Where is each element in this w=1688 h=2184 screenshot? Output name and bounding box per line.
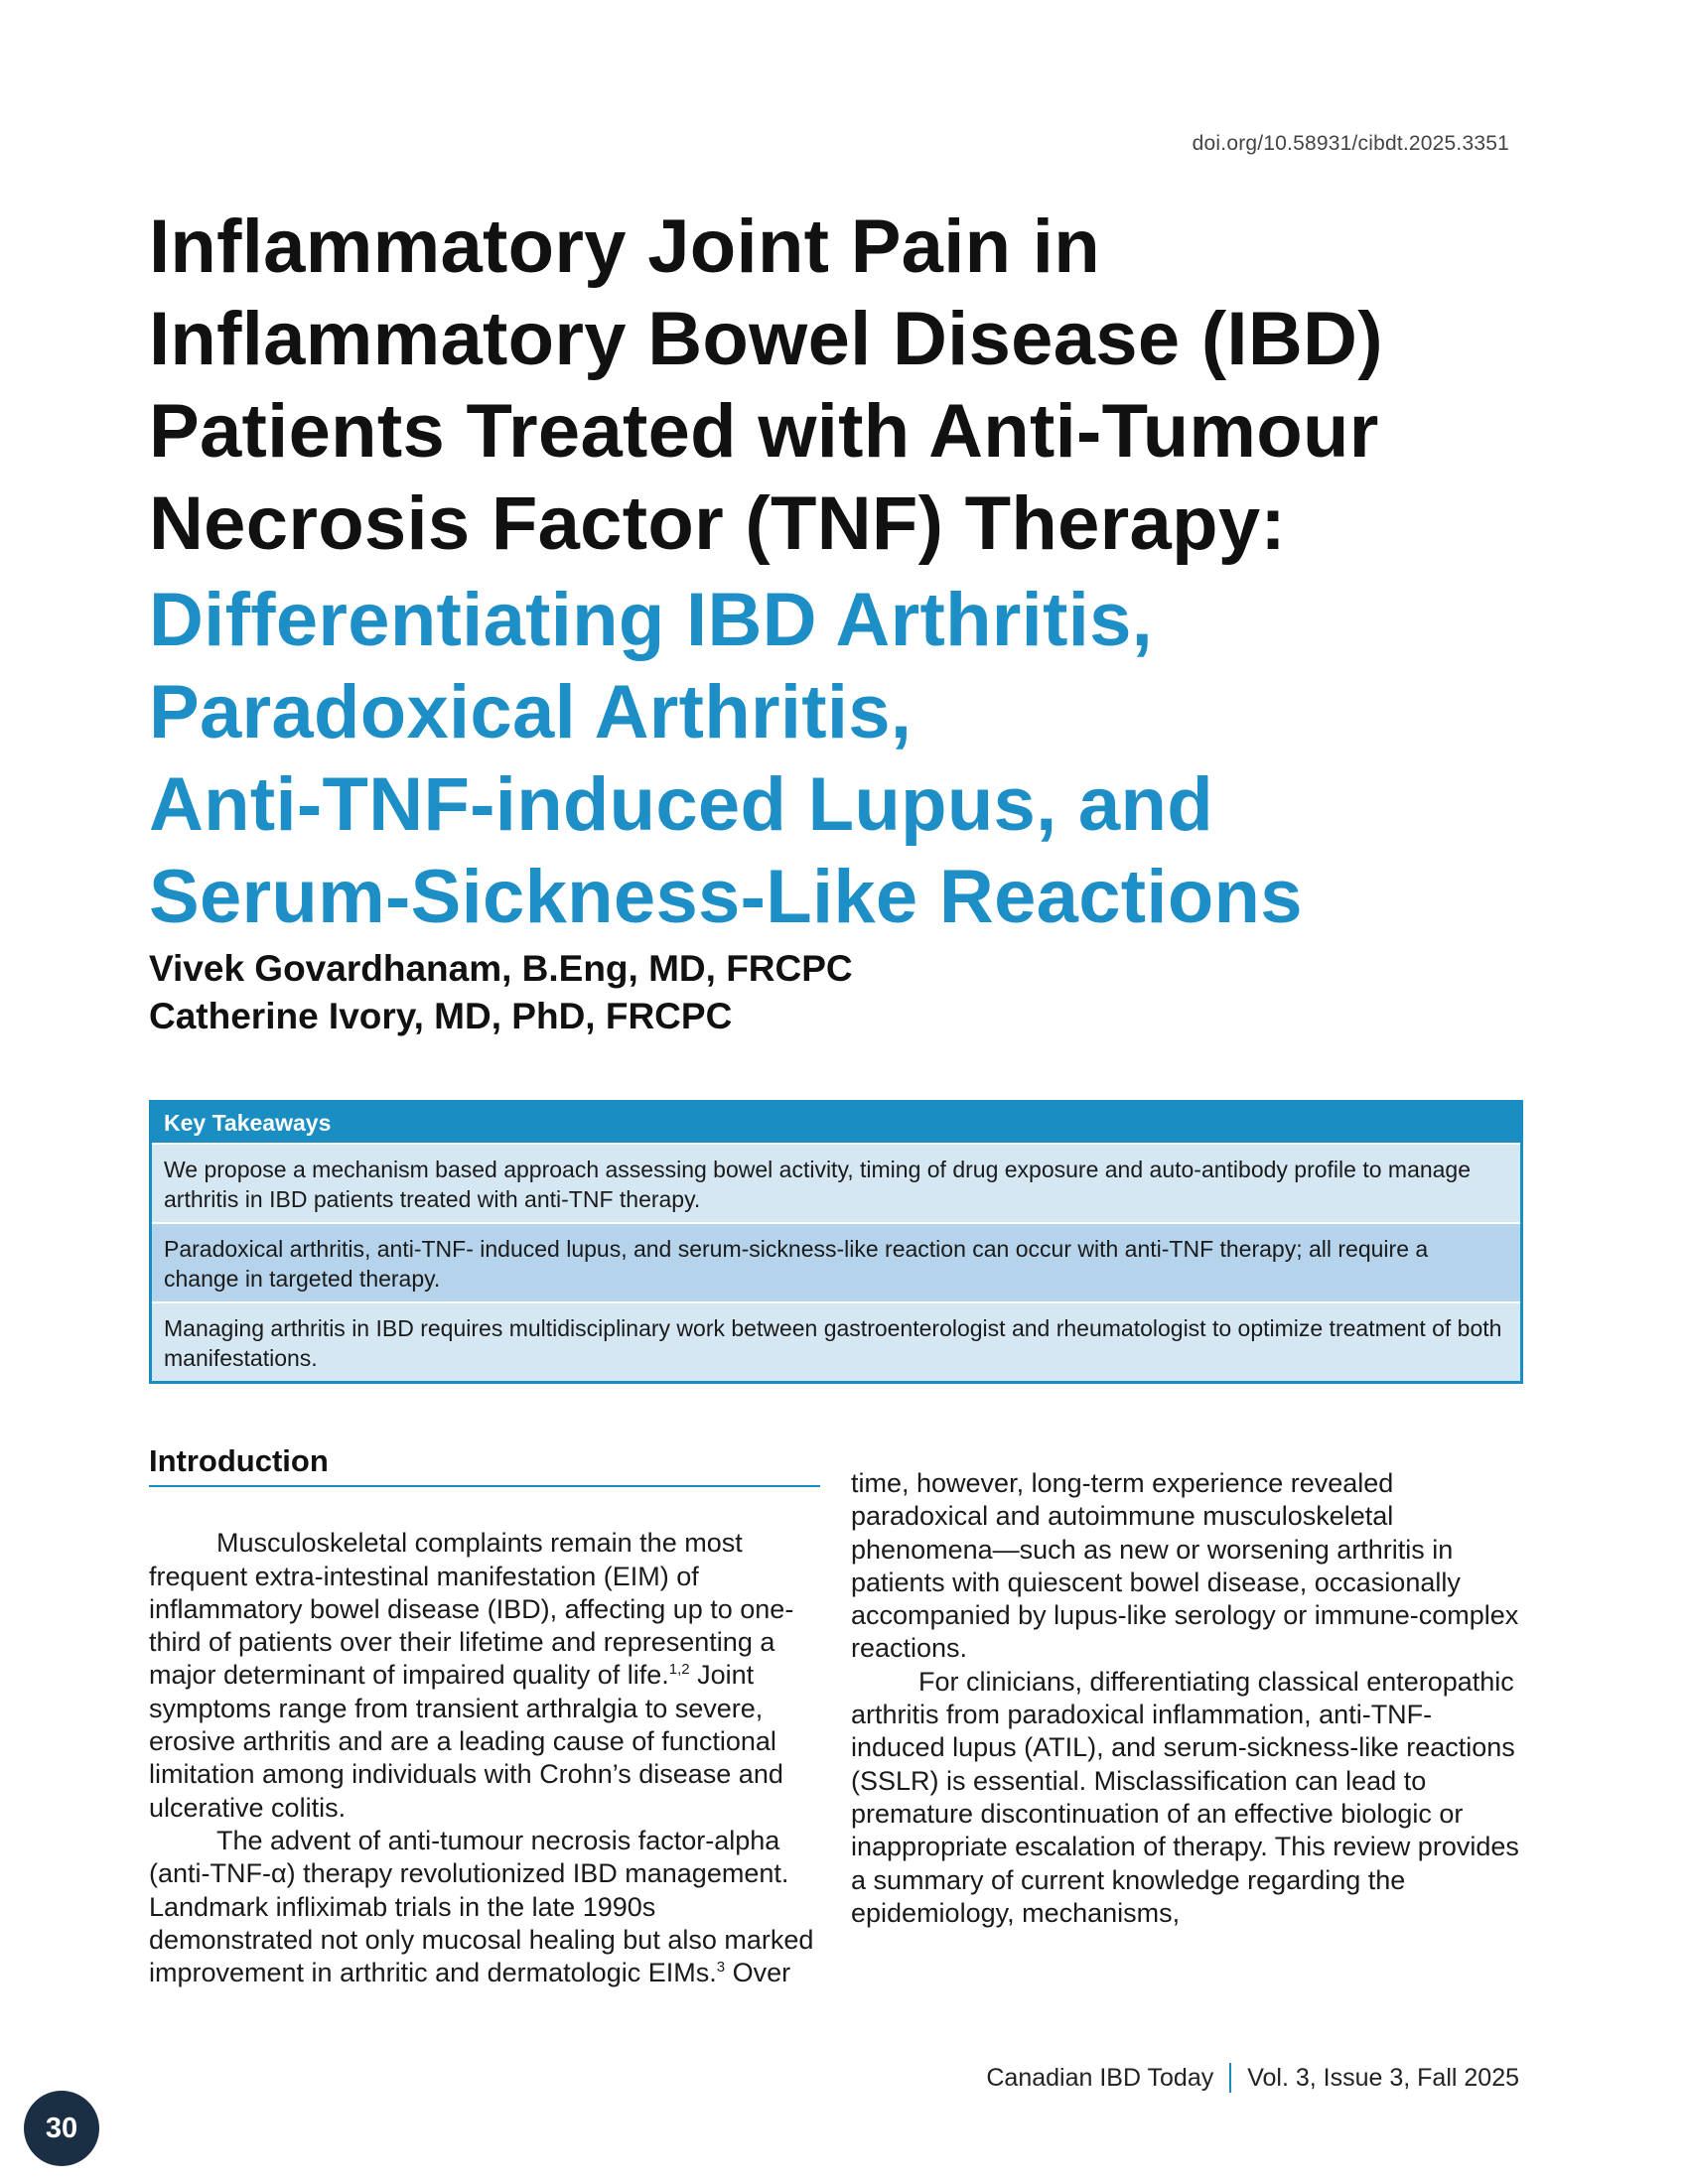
title-line: Necrosis Factor (TNF) Therapy:	[149, 481, 1286, 566]
citation-ref: 3	[716, 1959, 726, 1977]
paragraph-text: Over	[725, 1958, 791, 1988]
page-number-badge: 30	[24, 2091, 99, 2166]
citation-ref: 1,2	[668, 1661, 690, 1679]
body-paragraph: For clinicians, differentiating classical enteropathic arthritis from paradoxical inflammation, anti-TNF-induced lupus (ATIL), and serum-sickness-like reactions (SSLR) is essential. Misclassification can lead to premature discontinuation of an effective biologic or inappropriate escalation of therapy. This review provides a summary of current knowledge regarding the epidemiology, mechanisms,	[851, 1666, 1519, 1928]
subtitle-line: Serum-Sickness-Like Reactions	[149, 855, 1303, 939]
title-block	[149, 201, 1539, 1040]
left-column	[149, 1444, 820, 1989]
title-line: Inflammatory Bowel Disease (IBD)	[149, 297, 1383, 381]
paragraph-text: Joint symptoms range from transient arthralgia to severe, erosive arthritis and are a leading cause of functional limitation among individuals with Crohn’s disease and ulcerative colitis.	[149, 1660, 783, 1823]
author: Catherine Ivory, MD, PhD, FRCPC	[149, 996, 733, 1036]
journal-name: Canadian IBD Today	[986, 2063, 1214, 2092]
subtitle-line: Differentiating IBD Arthritis,	[149, 578, 1154, 662]
takeaway-item: Paradoxical arthritis, anti-TNF- induced lupus, and serum-sickness-like reaction can occur with anti-TNF therapy; all require a change in targeted therapy.	[152, 1222, 1520, 1301]
doi-link[interactable]: doi.org/10.58931/cibdt.2025.3351	[1192, 132, 1509, 155]
author-list	[149, 945, 1539, 1040]
article-subtitle	[149, 574, 1539, 943]
key-takeaways-box	[149, 1100, 1523, 1384]
body-paragraph-continued: time, however, long-term experience revealed paradoxical and autoimmune musculoskeletal phenomena—such as new or worsening arthritis in patients with quiescent bowel disease, occasionally accompanied by lupus-like serology or immune-complex reactions.	[851, 1468, 1519, 1664]
title-line: Patients Treated with Anti-Tumour	[149, 389, 1379, 474]
footer-divider	[1229, 2063, 1231, 2093]
title-line: Inflammatory Joint Pain in	[149, 205, 1100, 289]
subtitle-line: Anti-TNF-induced Lupus, and	[149, 762, 1213, 847]
page-footer	[986, 2063, 1519, 2093]
paragraph-text: The advent of anti-tumour necrosis factor-alpha (anti-TNF-α) therapy revolutionized IBD management. Landmark infliximab trials in the late 1990s demonstrated not only mucosal healing but also marked improvement in arthritic and dermatologic EIMs.	[149, 1825, 814, 1988]
paragraph-text: Musculoskeletal complaints remain the most frequent extra-intestinal manifestation (EIM) of inflammatory bowel disease (IBD), affecting up to one-third of patients over their lifetime and representing a major determinant of impaired quality of life.	[149, 1528, 794, 1691]
issue-info: Vol. 3, Issue 3, Fall 2025	[1247, 2063, 1519, 2092]
body-paragraph	[149, 1825, 820, 1989]
key-takeaways-heading: Key Takeaways	[152, 1103, 1520, 1143]
takeaway-item: Managing arthritis in IBD requires multidisciplinary work between gastroenterologist and rheumatologist to optimize treatment of both manifestations.	[152, 1301, 1520, 1381]
section-heading-introduction: Introduction	[149, 1444, 820, 1487]
article-title	[149, 201, 1539, 570]
right-column	[851, 1467, 1522, 1930]
subtitle-line: Paradoxical Arthritis,	[149, 670, 913, 754]
body-paragraph	[149, 1527, 820, 1825]
author: Vivek Govardhanam, B.Eng, MD, FRCPC	[149, 948, 853, 989]
takeaway-item: We propose a mechanism based approach assessing bowel activity, timing of drug exposure and auto-antibody profile to manage arthritis in IBD patients treated with anti-TNF therapy.	[152, 1143, 1520, 1222]
